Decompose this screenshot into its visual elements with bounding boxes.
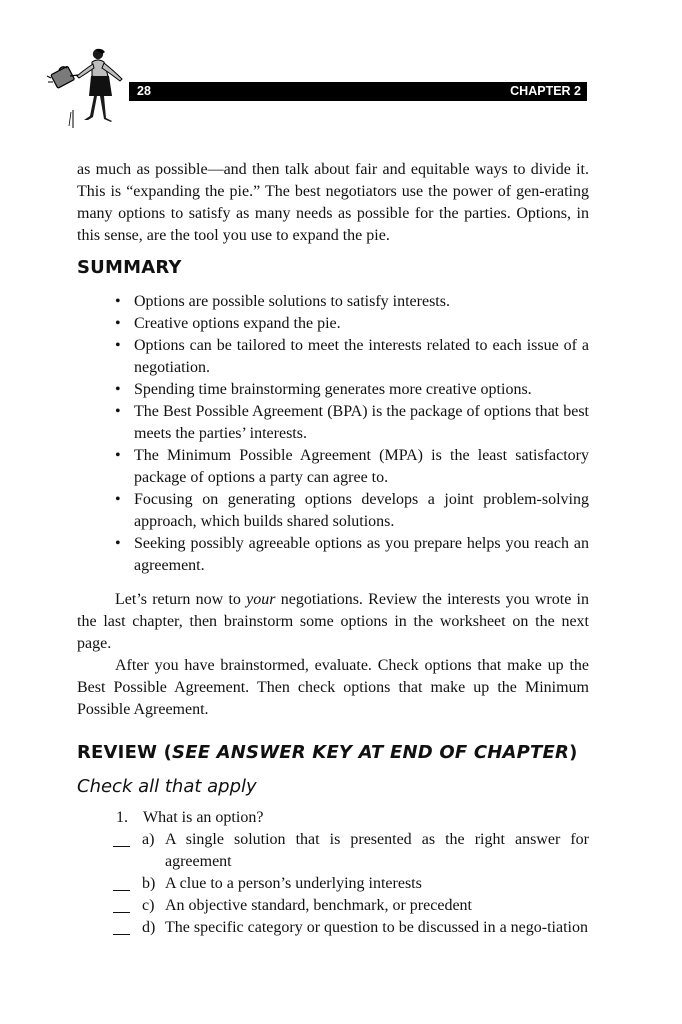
answer-text: The specific category or question to be discussed in a nego-tiation [165,919,588,936]
summary-bullet: • Creative options expand the pie. [114,313,589,335]
answer-letter: c) [142,897,155,914]
evaluate-paragraph: After you have brainstormed, evaluate. Check options that make up the Best Possible Agreement. Then check options that make up the Minimum Possible Agreement. [77,657,589,718]
summary-bullet: • Seeking possibly agreeable options as you prepare helps you reach an agreement. [114,533,589,577]
answer-text: An objective standard, benchmark, or precedent [165,897,472,914]
answer-option [113,895,589,917]
review-instruction: Check all that apply [77,776,257,797]
question-text: What is an option? [143,809,264,826]
question-number: 1. [116,809,128,826]
answer-option [113,829,589,873]
answer-checkbox[interactable] [113,934,130,935]
summary-bullet: • Focusing on generating options develops a joint problem-solving approach, which builds shared solutions. [114,489,589,533]
review-heading-prefix: REVIEW ( [77,742,173,763]
closing-paragraphs [77,589,589,721]
summary-heading: SUMMARY [77,257,182,278]
your-emphasis: your [246,591,276,608]
summary-bullet: • The Minimum Possible Agreement (MPA) is the least satisfactory package of options a party can agree to. [114,445,589,489]
walking-businesswoman-icon [44,46,130,132]
review-question [116,807,263,829]
summary-list [114,291,589,577]
chapter-label: CHAPTER 2 [510,84,581,98]
answer-options [113,829,589,939]
return-text-start: Let’s return now to [115,591,247,608]
summary-bullet: • Options are possible solutions to satisfy interests. [114,291,589,313]
intro-paragraph: as much as possible—and then talk about fair and equitable ways to divide it. This is “expanding the pie.” The best negotiators use the power of gen-erating many options to satisfy as many needs as possible for the parties. Options, in this sense, are the tool you use to expand the pie. [77,161,589,244]
answer-option [113,873,589,895]
review-heading-suffix: ) [569,742,578,763]
return-paragraph [77,589,589,655]
review-heading [77,741,578,765]
answer-checkbox[interactable] [113,890,130,891]
answer-option [113,917,589,939]
answer-letter: d) [142,919,156,936]
answer-letter: b) [142,875,156,892]
answer-checkbox[interactable] [113,912,130,913]
return-text-end: negotiations. Review the interests you wrote in the last chapter, then brainstorm some options in the worksheet on the next page. [77,591,589,652]
running-header [129,82,587,101]
summary-bullet: • Spending time brainstorming generates more creative options. [114,379,589,401]
summary-bullet: • Options can be tailored to meet the interests related to each issue of a negotiation. [114,335,589,379]
answer-text: A single solution that is presented as the right answer for agreement [165,831,589,870]
answer-text: A clue to a person’s underlying interests [165,875,422,892]
page-number: 28 [137,84,151,98]
answer-letter: a) [142,831,155,848]
answer-checkbox[interactable] [113,846,130,847]
summary-bullet: • The Best Possible Agreement (BPA) is the package of options that best meets the parties’ interests. [114,401,589,445]
review-heading-note: SEE ANSWER KEY AT END OF CHAPTER [172,742,570,763]
